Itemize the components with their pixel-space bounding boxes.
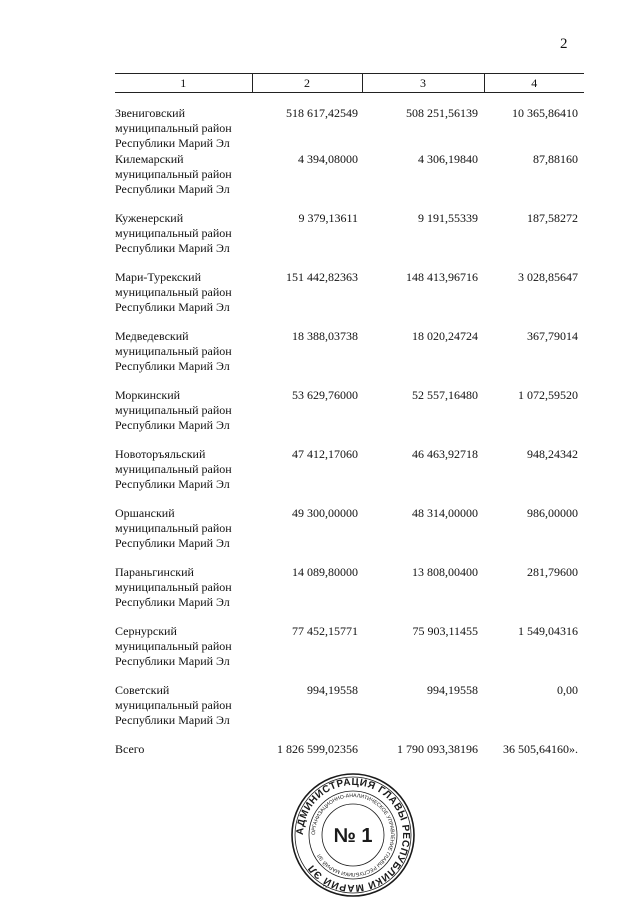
district-name-line: Республики Марий Эл [115,536,230,550]
official-seal [289,771,417,899]
total-label: Всего [115,742,145,756]
total-row [115,742,584,762]
value-column-3: 48 314,00000 [412,506,478,520]
district-name-line: муниципальный район [115,403,232,417]
value-column-3: 9 191,55339 [418,211,478,225]
data-table [115,73,584,762]
value-column-4: 87,88160 [533,152,578,166]
seal-inner-text: ОРГАНИЗАЦИОННО-АНАЛИТИЧЕСКОЕ УПРАВЛЕНИЕ ГЛАВЫ РЕСПУБЛИКИ МАРИЙ ЭЛ [310,792,396,878]
value-column-2: 151 442,82363 [286,270,358,284]
district-name-line: Новоторъяльский [115,447,206,461]
value-column-2: 9 379,13611 [298,211,358,225]
table-row [115,565,584,624]
value-column-4: 3 028,85647 [518,270,578,284]
value-column-3: 4 306,19840 [418,152,478,166]
value-column-2: 77 452,15771 [292,624,358,638]
value-column-3: 148 413,96716 [406,270,478,284]
table-row [115,683,584,742]
district-name-line: Республики Марий Эл [115,359,230,373]
value-column-3: 52 557,16480 [412,388,478,402]
district-name-line: муниципальный район [115,226,232,240]
district-name-line: Республики Марий Эл [115,418,230,432]
district-name-line: Параньгинский [115,565,194,579]
value-column-4: 948,24342 [527,447,578,461]
district-name-line: Моркинский [115,388,181,402]
district-name [115,388,252,447]
value-column-2: 47 412,17060 [292,447,358,461]
district-name-line: муниципальный район [115,639,232,653]
district-name-line: муниципальный район [115,121,232,135]
seal-number: № 1 [333,825,373,847]
district-name-line: муниципальный район [115,462,232,476]
column-header-4: 4 [484,74,584,93]
table-row [115,388,584,447]
table-row [115,506,584,565]
table-row [115,270,584,329]
district-name-line: Сернурский [115,624,177,638]
value-column-2: 14 089,80000 [292,565,358,579]
value-column-4: 1 072,59520 [518,388,578,402]
district-name-line: Республики Марий Эл [115,300,230,314]
value-column-4: 986,00000 [527,506,578,520]
value-column-3: 508 251,56139 [406,106,478,120]
district-name-line: Оршанский [115,506,175,520]
district-name-line: Республики Марий Эл [115,595,230,609]
table-row [115,211,584,270]
value-column-3: 46 463,92718 [412,447,478,461]
table-row [115,329,584,388]
column-header-1: 1 [115,74,252,93]
district-name [115,447,252,506]
column-header-3: 3 [362,74,484,93]
column-header-2: 2 [252,74,362,93]
table-body [115,93,584,763]
table-row [115,624,584,683]
table-row [115,152,584,211]
total-column-2: 1 826 599,02356 [277,742,358,756]
total-column-3: 1 790 093,38196 [397,742,478,756]
district-name-line: муниципальный район [115,285,232,299]
district-name-line: муниципальный район [115,167,232,181]
table-header-row [115,74,584,93]
value-column-2: 994,19558 [307,683,358,697]
district-name [115,329,252,388]
district-name-line: Республики Марий Эл [115,136,230,150]
district-name-line: Республики Марий Эл [115,477,230,491]
total-column-4: 36 505,64160». [503,742,578,756]
value-column-3: 13 808,00400 [412,565,478,579]
value-column-2: 518 617,42549 [286,106,358,120]
value-column-2: 4 394,08000 [298,152,358,166]
district-name-line: Советский [115,683,170,697]
district-name [115,565,252,624]
district-name-line: Мари-Турекский [115,270,202,284]
district-name-line: Республики Марий Эл [115,713,230,727]
value-column-4: 367,79014 [527,329,578,343]
value-column-3: 75 903,11455 [412,624,478,638]
district-name-line: Куженерский [115,211,184,225]
district-name [115,152,252,211]
district-name [115,93,252,153]
table-row [115,93,584,153]
value-column-2: 49 300,00000 [292,506,358,520]
value-column-3: 994,19558 [427,683,478,697]
value-column-2: 18 388,03738 [292,329,358,343]
district-name-line: Республики Марий Эл [115,182,230,196]
value-column-4: 10 365,86410 [512,106,578,120]
district-name-line: муниципальный район [115,698,232,712]
value-column-3: 18 020,24724 [412,329,478,343]
table-row [115,447,584,506]
value-column-4: 0,00 [557,683,578,697]
district-name [115,624,252,683]
district-name-line: муниципальный район [115,344,232,358]
district-name [115,270,252,329]
value-column-4: 281,79600 [527,565,578,579]
value-column-4: 1 549,04316 [518,624,578,638]
district-name-line: Республики Марий Эл [115,654,230,668]
district-name-line: муниципальный район [115,580,232,594]
district-name-line: Республики Марий Эл [115,241,230,255]
seal-outer-text: АДМИНИСТРАЦИЯ ГЛАВЫ РЕСПУБЛИКИ МАРИЙ ЭЛ [294,776,412,894]
value-column-4: 187,58272 [527,211,578,225]
district-name-line: муниципальный район [115,521,232,535]
district-name-line: Звениговский [115,106,185,120]
district-name [115,211,252,270]
district-name-line: Медведевский [115,329,189,343]
district-name [115,683,252,742]
page-number: 2 [560,36,568,52]
value-column-2: 53 629,76000 [292,388,358,402]
district-name [115,506,252,565]
district-name-line: Килемарский [115,152,184,166]
